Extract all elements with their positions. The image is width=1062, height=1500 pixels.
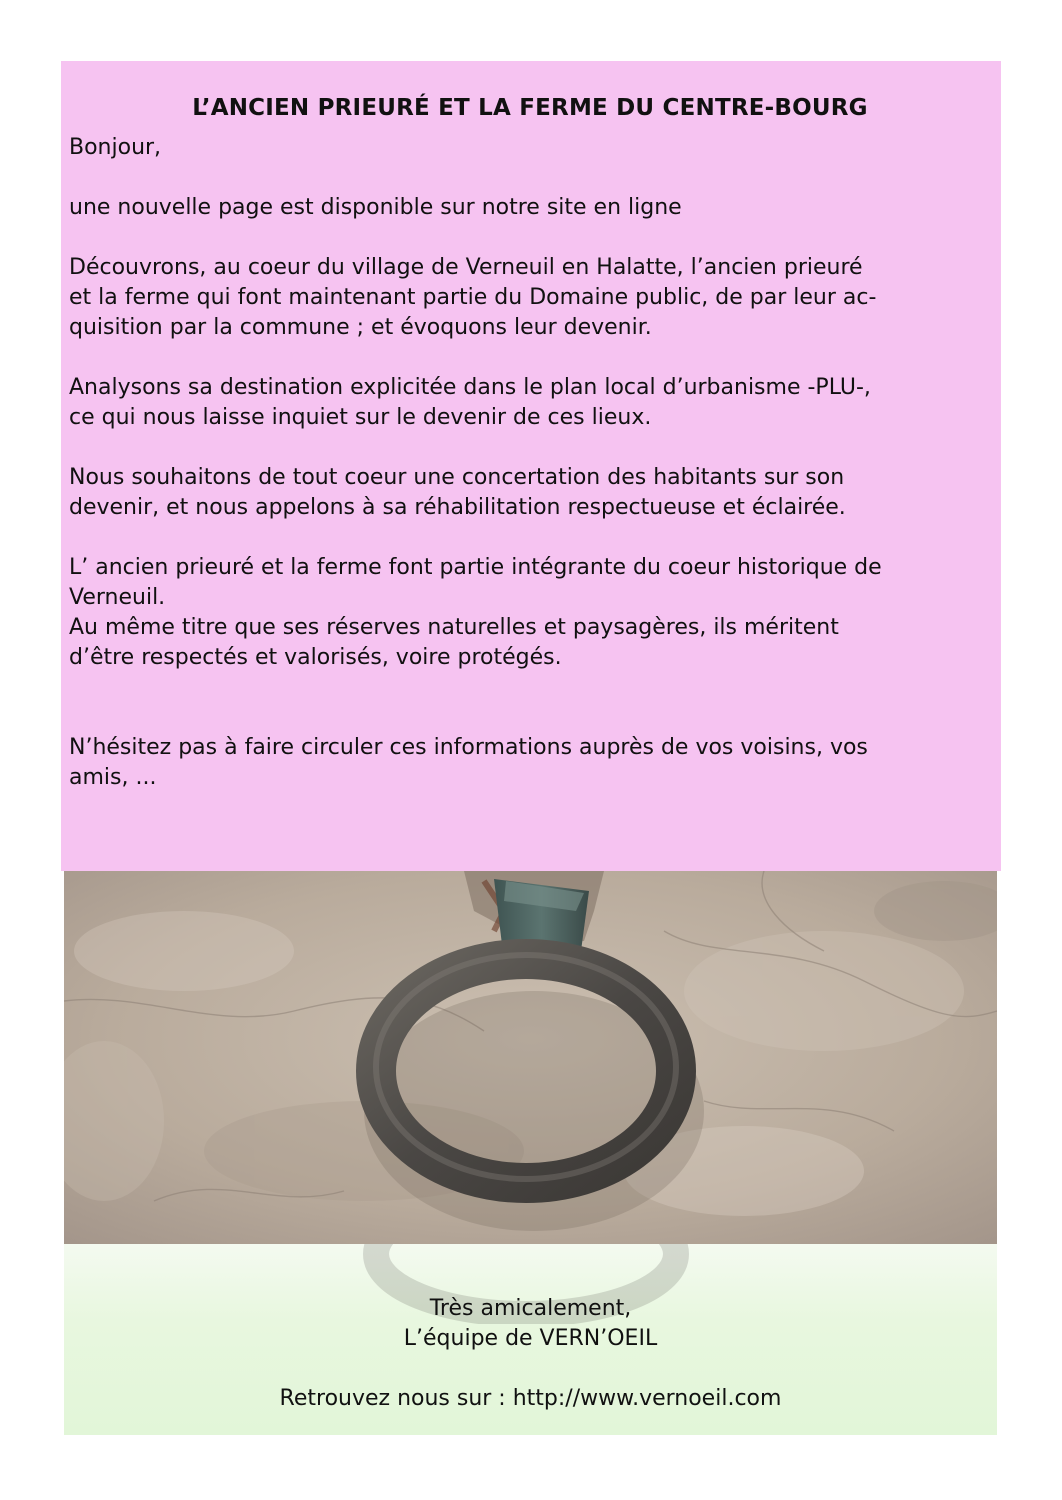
website-link[interactable]: http://www.vernoeil.com [512,1386,782,1411]
paragraph-heritage: L’ ancien prieuré et la ferme font partie intégrante du coeur historique de Verneuil. Au même titre que ses réserves naturelles et paysagères, ils méritent d’être respectés et valorisés, voire protégés. [69,555,882,670]
greeting: Bonjour, [69,135,162,160]
closing-panel [64,1244,997,1435]
closing-salutation: Très amicalement, [429,1296,632,1321]
paragraph-new-page: une nouvelle page est disponible sur notre site en ligne [69,195,682,220]
paragraph-discover: Découvrons, au coeur du village de Verneuil en Halatte, l’ancien prieuré et la ferme qui font maintenant partie du Domaine public, de par leur ac- quisition par la commune ; et évoquons leur devenir. [69,255,877,340]
paragraph-share: N’hésitez pas à faire circuler ces informations auprès de vos voisins, vos amis, ... [69,735,868,790]
paragraph-concertation: Nous souhaitons de tout coeur une concertation des habitants sur son devenir, et nous appelons à sa réhabilitation respectueuse et éclairée. [69,465,846,520]
iron-ring-photo [64,871,997,1244]
announcement-panel [61,61,1001,871]
paragraph-plu: Analysons sa destination explicitée dans le plan local d’urbanisme -PLU-, ce qui nous laisse inquiet sur le devenir de ces lieux. [69,375,871,430]
website-line [64,1384,997,1414]
website-prefix: Retrouvez nous sur : [279,1386,513,1411]
page-title: L’ANCIEN PRIEURÉ ET LA FERME DU CENTRE-BOURG [192,95,868,121]
closing-signature: L’équipe de VERN’OEIL [403,1326,658,1351]
